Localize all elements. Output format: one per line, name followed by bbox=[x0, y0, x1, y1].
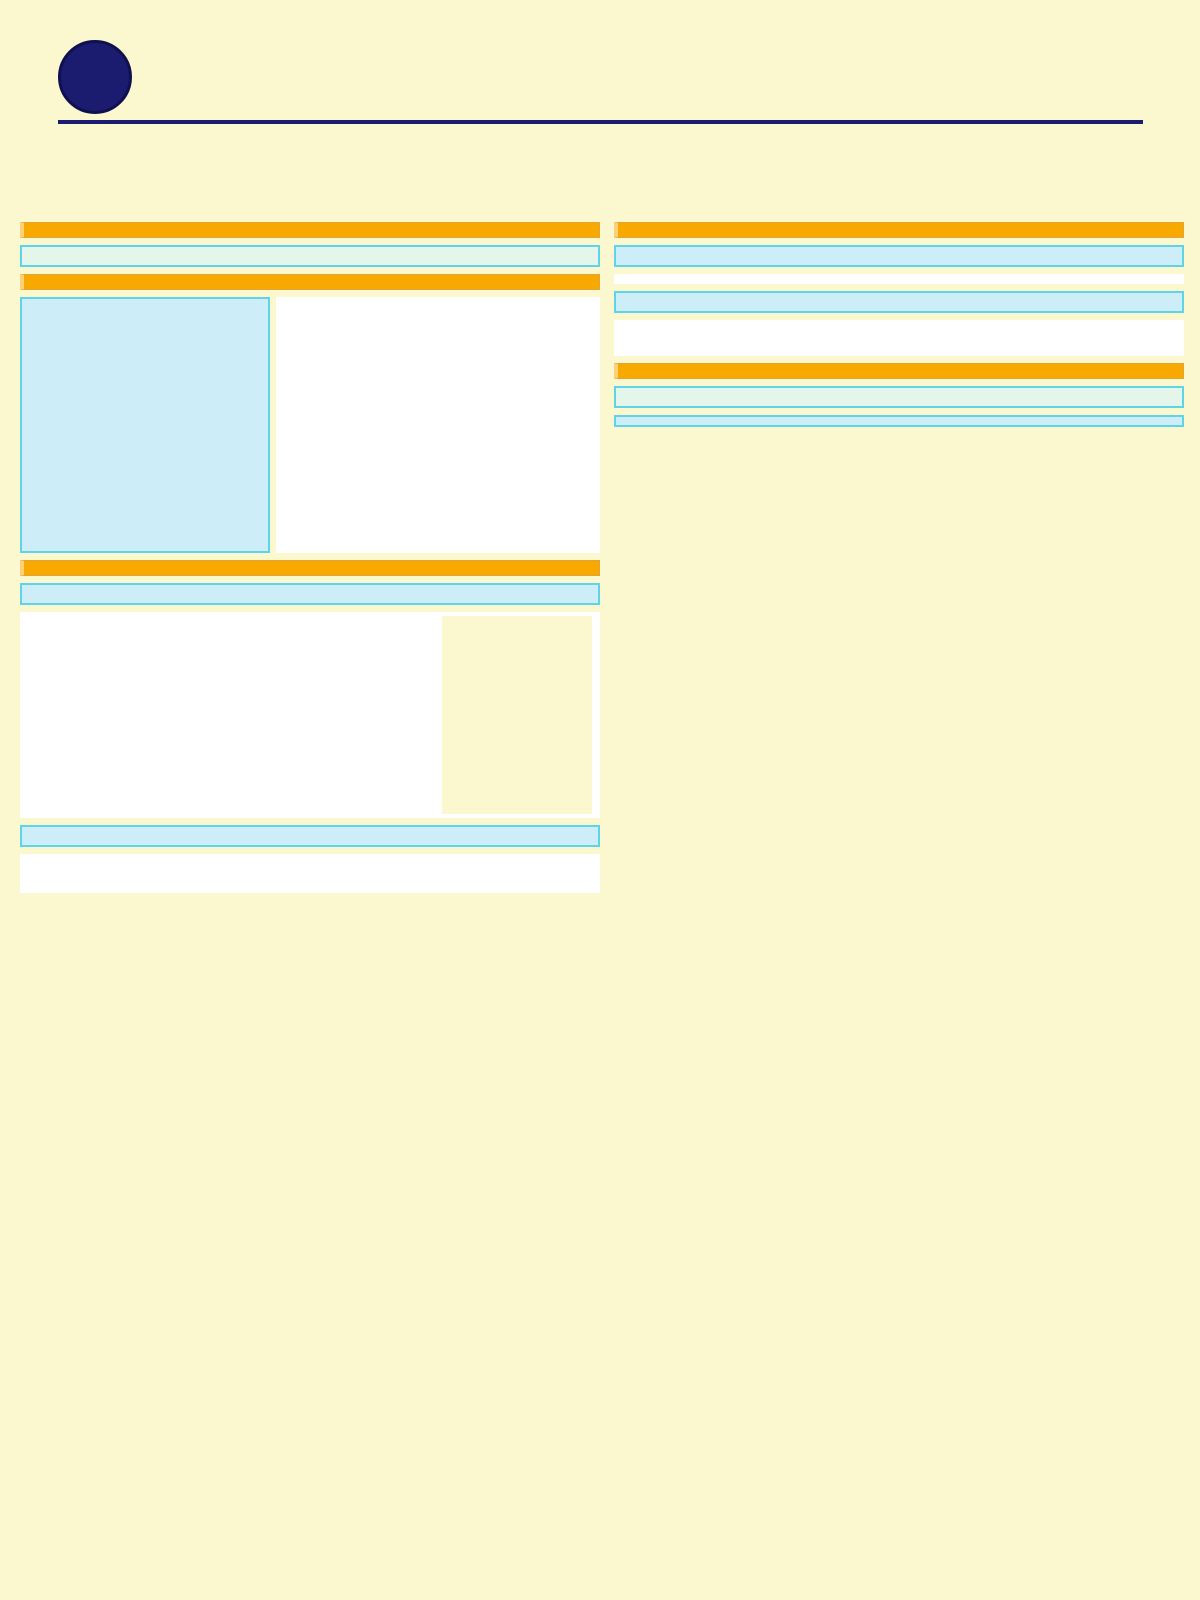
figure-1-canvas bbox=[276, 297, 600, 553]
section-5-content bbox=[614, 386, 1184, 408]
figure-3-colorbars bbox=[25, 862, 595, 888]
figure-4 bbox=[614, 274, 1184, 284]
section-4-bullets bbox=[614, 245, 1184, 267]
left-column bbox=[20, 222, 600, 900]
figure-5-content bbox=[619, 325, 1179, 351]
section-1-content bbox=[20, 245, 600, 267]
section-2-content bbox=[20, 297, 600, 553]
header-rule bbox=[58, 120, 1143, 124]
figure-5-eof bbox=[619, 325, 894, 351]
figure-1-histogram bbox=[281, 454, 595, 548]
figure-3-colorbar-b bbox=[353, 862, 553, 888]
figure-1-map bbox=[281, 302, 595, 454]
lab-logo bbox=[58, 40, 132, 114]
figure-2-caption bbox=[442, 616, 592, 814]
reference bbox=[614, 415, 1184, 427]
figure-5-pc bbox=[902, 325, 1179, 351]
section-4-heading bbox=[614, 222, 1184, 238]
section-3-bullets-2 bbox=[20, 825, 600, 847]
figure-3 bbox=[20, 854, 600, 893]
figure-5-colorbar bbox=[619, 327, 889, 351]
section-3-bullets bbox=[20, 583, 600, 605]
section-5-heading bbox=[614, 363, 1184, 379]
section-3-heading bbox=[20, 560, 600, 576]
methods-list bbox=[20, 297, 270, 553]
section-1-heading bbox=[20, 222, 600, 238]
figure-2 bbox=[20, 612, 600, 818]
figure-2-chart bbox=[24, 616, 436, 814]
right-column bbox=[614, 222, 1184, 427]
section-2-heading bbox=[20, 274, 600, 290]
figure-5 bbox=[614, 320, 1184, 356]
figure-3-colorbar-a bbox=[68, 862, 268, 888]
figure-1 bbox=[276, 297, 600, 553]
section-4-bullets-2 bbox=[614, 291, 1184, 313]
